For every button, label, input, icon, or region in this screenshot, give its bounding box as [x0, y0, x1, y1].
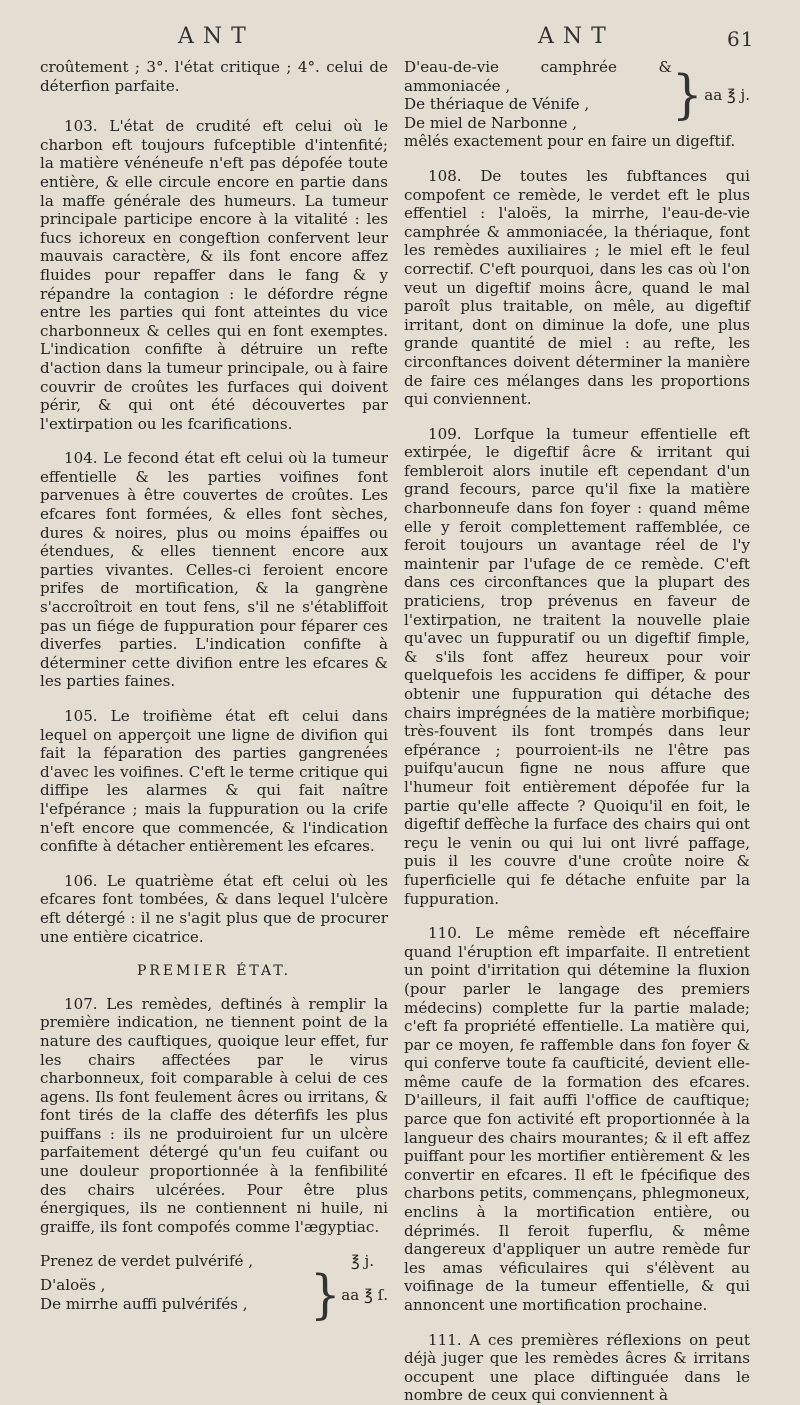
paragraph-110: 110. Le même remède eft néceffaire quand l'éruption eft imparfaite. Il entretient un point d'irritation qui détemine la fluxion (pour parler le langage des premiers médecins) complette fur la partie malade; c'eft fa propriété effentielle. La matière qui, par ce moyen, fe raffemble dans fon foyer & qui conferve toute fa caufticité, devient elle-même caufe de la formation des efcares. D'ailleurs, il fait auffi l'office de cauftique; parce que fon activité eft proportionnée à la langueur des chairs mourantes; & il eft affez puiffant pour les mortifier entièrement & les convertir en efcares. Il eft le fpécifique des charbons petits, commençans, phlegmoneux, enclins à la mortification entière, ou déprimés. Il feroit fuperflu, & même dangereux d'appliquer un autre remède fur les amas véficulaires qui s'élèvent au voifinage de la tumeur effentielle, & qui annoncent une mortification prochaine. — [404, 924, 750, 1314]
recipe-ingredients — [40, 1276, 310, 1313]
recipe-ingredient: D'eau-de-vie camphrée & ammoniacée , — [404, 58, 672, 95]
brace-icon: } — [672, 64, 703, 126]
recipe-left — [40, 1252, 388, 1326]
recipe-ingredient: Prenez de verdet pulvérifé , — [40, 1252, 254, 1271]
paragraph-108: 108. De toutes les fubftances qui compofent ce remède, le verdet eft le plus effentiel : l'aloës, la mirrhe, l'eau-de-vie camphrée & ammoniacée, la thériaque, font les remèdes auxiliaires ; le miel eft le feul correctif. C'eft pourquoi, dans les cas où l'on veut un digeftif moins âcre, quand le mal paroît plus traitable, on mêle, au digeftif irritant, dont on diminue la dofe, une plus grande quantité de miel : au refte, les circonftances doivent déterminer la manière de faire ces mélanges dans les proportions qui conviennent. — [404, 166, 750, 409]
paragraph-107: 107. Les remèdes, deftinés à remplir la première indication, ne tiennent point de la nature des cauftiques, quoique leur effet, fur les chairs affectées par le virus charbonneux, foit comparable à celui de ces agens. Ils font feulement âcres ou irritans, & font tirés de la claffe des déterfifs les plus puiffans : ils ne produiroient fur un ulcère parfaitement détergé qu'un feu cuifant ou une douleur proportionnée à la fenfibilité des chairs ulcérées. Pour être plus énergiques, ils ne contiennent ni huile, ni graiffe, ils font compofés comme l'ægyptiac. — [40, 994, 388, 1236]
recipe-quantity: ℥ j. — [351, 1252, 374, 1271]
page-number: 61 — [727, 27, 755, 51]
recipe-ingredient: D'aloës , — [40, 1276, 106, 1295]
recipe-ingredient: De thériaque de Vénife , — [404, 95, 590, 114]
recipe-braced-group — [40, 1264, 388, 1326]
recipe-quantity: aa ℥ ſ. — [341, 1285, 388, 1304]
section-heading: PREMIER ÉTAT. — [136, 963, 292, 980]
recipe-instruction: mêlés exactement pour en faire un digeftif. — [404, 132, 736, 151]
recipe-ingredient: De mirrhe auffi pulvérifés , — [40, 1295, 248, 1314]
running-head-right: ANT — [538, 24, 615, 49]
paragraph-104: 104. Le fecond état eft celui où la tumeur effentielle & les parties voifines font parvenues à être couvertes de croûtes. Les efcares font formées, & elles font sèches, dures & noires, plus ou moins épaiffes ou étendues, & elles tiennent encore aux parties vivantes. Celles-ci feroient encore prifes de mortification, & la gangrène s'accroîtroit en tout fens, s'il ne s'établiffoit pas un fiége de fuppuration pour féparer ces diverfes parties. L'indication confifte à déterminer cette divifion entre les efcares & les parties faines. — [40, 449, 388, 691]
recipe-ingredient: De miel de Narbonne , — [404, 113, 578, 132]
recipe-line — [40, 1252, 388, 1271]
brace-icon: } — [310, 1264, 341, 1326]
paragraph-105: 105. Le troifième état eft celui dans lequel on apperçoit une ligne de divifion qui fait la féparation des parties gangrenées d'avec les voifines. C'eft le terme critique qui diffipe les alarmes & qui fait naître l'efpérance ; mais la fuppuration ou la crife n'eft encore que commencée, & l'indication confifte à détacher entièrement les efcares. — [40, 707, 388, 856]
paragraph-111: 111. A ces premières réflexions on peut déjà juger que les remèdes âcres & irritans occupent une place diftinguée dans le nombre de ceux qui conviennent à — [404, 1330, 750, 1405]
recipe-quantity: aa ℥ j. — [704, 85, 750, 104]
paragraph-103: 103. L'état de crudité eft celui où le charbon eft toujours fufceptible d'intenfité; la matière vénéneufe n'eft pas dépofée toute entière, & elle circule encore en partie dans la maffe générale des humeurs. La tumeur principale participe encore à la vitalité : les fucs ichoreux en congeftion confervent leur mauvais caractère, & ils font encore affez fluides pour repaffer dans le fang & y répandre la contagion : le défordre régne entre les parties qui font atteintes du vice charbonneux & celles qui en font exemptes. L'indication confifte à détruire un refte d'action dans la tumeur principale, ou à faire couvrir de croûtes les furfaces qui doivent périr, & qui ont été découvertes par l'extirpation ou les fcarifications. — [40, 117, 388, 433]
right-column — [404, 58, 750, 1405]
running-head-left: ANT — [178, 24, 255, 49]
left-column — [40, 58, 388, 1326]
recipe-braced-group — [404, 58, 750, 132]
paragraph-109: 109. Lorfque la tumeur effentielle eft extirpée, le digeftif âcre & irritant qui fembleroit alors inutile eft cependant d'un grand fecours, parce qu'il fixe la matière charbonneufe dans fon foyer : quand même elle y feroit complettement raffemblée, ce feroit toujours un avantage réel de l'y maintenir par l'ufage de ce remède. C'eft dans ces circonftances que la plupart des praticiens, trop prévenus en faveur de l'extirpation, ne traitent la nouvelle plaie qu'avec un fuppuratif ou un digeftif fimple, & s'ils font affez heureux pour voir quelquefois les accidens fe diffiper, & pour obtenir une fuppuration qui détache des chairs imprégnées de la matière morbifique; très-fouvent ils font trompés dans leur efpérance ; pourroient-ils ne l'être pas puifqu'aucun figne ne nous affure que l'humeur foit entièrement dépofée fur la partie qu'elle affecte ? Quoiqu'il en foit, le digeftif deffèche la furface des chairs qui ont reçu le venin ou qui lui ont livré paffage, puis il les couvre d'une croûte noire & fuperficielle qui fe détache enfuite par la fuppuration. — [404, 424, 750, 908]
paragraph-continuation: croûtement ; 3°. l'état critique ; 4°. celui de déterfion parfaite. — [40, 58, 388, 95]
recipe-ingredients — [404, 58, 672, 132]
paragraph-106: 106. Le quatrième état eft celui où les efcares font tombées, & dans lequel l'ulcère eft détergé : il ne s'agit plus que de procurer une entière cicatrice. — [40, 871, 388, 946]
